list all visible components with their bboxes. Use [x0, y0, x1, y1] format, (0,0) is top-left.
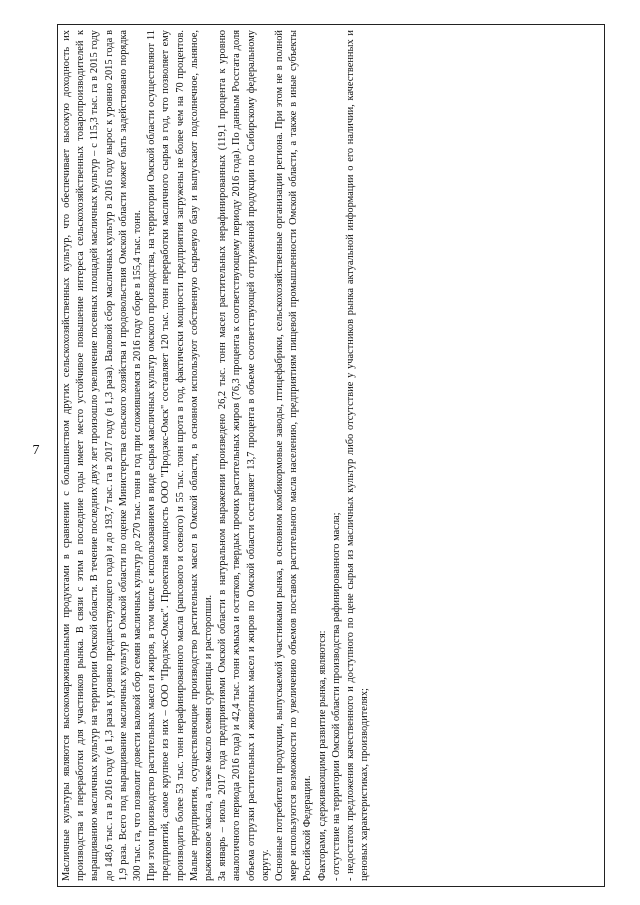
paragraph-consumers: Основные потребители продукции, выпускаемой участниками рынка, в основном комбикормовые заводы, птицефабрики, сельскохозяйственные организации региона. При этом не в полной мере используются возможности по увеличению объемов поставок растительного масла населению, предприятиям пищевой промышленности Омской области, а также в иные субъекты Российской Федерации. — [274, 30, 314, 881]
factor-item: - недостаток предложения качественного и доступного по цене сырья из масличных культур либо отсутствие у участников рынка актуальной информации о его наличии, качественных и ценовых характеристиках, производителях; — [345, 30, 371, 881]
factors-heading: Факторами, сдерживающими развитие рынка, являются: — [316, 630, 328, 881]
content-frame — [57, 22, 607, 887]
page-number: 7 — [32, 443, 40, 458]
paragraph-oilseed-crops: Масличные культуры являются высокомаржинальными продуктами в сравнении с большинством других сельскохозяйственных культур, что обеспечивает высокую доходность их производства и переработки для участников рынка. В связи с этим в последние годы имеет место устойчивое повышение интереса сельскохозяйственных товаропроизводителей к выращиванию масличных культур на территории Омской области. В течение последних двух лет произошло увеличение посевных площадей масличных культур – с 115,3 тыс. га в 2015 году до 148,6 тыс. га в 2016 году (в 1,3 раза к уровню предшествующего года) и до 193,7 тыс. га в 2017 году (в 1,3 раза). Валовой сбор масличных культур в 2016 году вырос к уровню 2015 года в 1,9 раза. Всего под выращивание масличных культур в Омской области по оценке Министерства сельского хозяйства и продовольствия Омской области может быть задействовано порядка 300 тыс. га, что позволит довести валовой сбор семян масличных культур до 270 тыс. тонн в год при сложившемся в 2016 году сборе в 155,4 тыс. тонн. — [61, 30, 144, 881]
factor-item: - отсутствие на территории Омской области производства рафинированного масла; — [330, 512, 342, 881]
paragraph-output-statistics: За январь – июль 2017 года предприятиями Омской области в натуральном выражении произведено 26,2 тыс. тонн масел растительных нерафинированных (119,1 процента к уровню аналогичного периода 2016 года) и 42,4 тыс. тонн жмыха и остатков, твердых прочих растительных жиров (76,3 процента к соответствующему периоду 2016 года). По данным Росстата доля объема отгрузки растительных и животных масел и жиров по Омской области составляет 13,7 процента в объеме соответствующей отгруженной продукции по Сибирскому федеральному округу. — [217, 30, 271, 881]
paragraph-production: При этом производство растительных масел и жиров, в том числе с использованием в виде сырья масличных культур омского производства, на территории Омской области осуществляют 11 предприятий, самое крупное из них – ООО "Продэкс-Омск". Проектная мощность ООО "Продэкс-Омск" составляет 120 тыс. тонн переработки масличного сырья в год, что позволяет ему производить более 53 тыс. тонн нерафинированного масла (рапсового и соевого) и 55 тыс. тонн шрота в год, фактически мощности предприятия загружены не более чем на 70 процентов. Малые предприятия, осуществляющие производство растительных масел в Омской области, в основном используют собственную сырьевую базу и выпускают подсолнечное, льняное, рыжиковое масла, а также масло семян сурепицы и расторопши. — [146, 30, 215, 881]
text-box — [57, 24, 605, 887]
rotated-content — [57, 22, 607, 887]
